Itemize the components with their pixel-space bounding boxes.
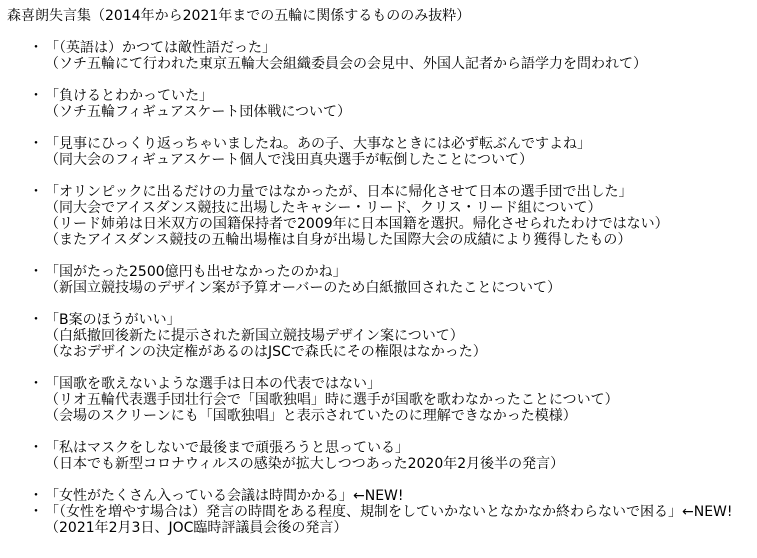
bullet-icon: ・	[29, 504, 43, 520]
bullet-icon: ・	[29, 88, 43, 104]
note-text: （なおデザインの決定権があるのはJSCで森氏にその権限はなかった）	[45, 344, 487, 360]
bullet-icon: ・	[29, 136, 43, 152]
quote-entry	[0, 504, 757, 536]
note-text: （ソチ五輪にて行われた東京五輪大会組織委員会の会見中、外国人記者から語学力を問われて）	[45, 56, 647, 72]
note-text: （白紙撤回後新たに提示された新国立競技場デザイン案について）	[45, 328, 464, 344]
quote-entry	[0, 264, 757, 296]
quote-text: 「国歌を歌えないような選手は日本の代表ではない」	[45, 376, 381, 392]
quote-entry	[0, 184, 757, 248]
quote-text: 「私はマスクをしないで最後まで頑張ろうと思っている」	[45, 440, 409, 456]
bullet-icon: ・	[29, 264, 43, 280]
quote-entry	[0, 88, 757, 120]
quote-text: 「見事にひっくり返っちゃいましたね。あの子、大事なときには必ず転ぶんですよね」	[45, 136, 591, 152]
quote-entry	[0, 136, 757, 168]
quote-text: 「オリンピックに出るだけの力量ではなかったが、日本に帰化させて日本の選手団で出した」	[45, 184, 633, 200]
bullet-icon: ・	[29, 488, 43, 504]
bullet-icon: ・	[29, 312, 43, 328]
quote-entry	[0, 312, 757, 360]
quote-text: 「B案のほうがいい」	[45, 312, 181, 328]
page-title: 森喜朗失言集（2014年から2021年までの五輪に関係するもののみ抜粋）	[7, 8, 471, 24]
note-text: （2021年2月3日、JOC臨時評議員会後の発言）	[45, 520, 348, 536]
quote-text: 「負けるとわかっていた」	[45, 88, 213, 104]
note-text: （またアイスダンス競技の五輪出場権は自身が出場した国際大会の成績により獲得したもの）	[45, 232, 632, 248]
quote-entry	[0, 40, 757, 72]
bullet-icon: ・	[29, 40, 43, 56]
document-page	[0, 8, 757, 536]
bullet-icon: ・	[29, 440, 43, 456]
quote-entry	[0, 376, 757, 424]
note-text: （日本でも新型コロナウィルスの感染が拡大しつつあった2020年2月後半の発言）	[45, 456, 565, 472]
note-text: （リオ五輪代表選手団壮行会で「国歌独唱」時に選手が国歌を歌わなかったことについて）	[45, 392, 619, 408]
note-text: （ソチ五輪フィギュアスケート団体戦について）	[45, 104, 352, 120]
note-text: （同大会でアイスダンス競技に出場したキャシー・リード、クリス・リード組について）	[45, 200, 602, 216]
note-text: （同大会のフィギュアスケート個人で浅田真央選手が転倒したことについて）	[45, 152, 534, 168]
quote-entry	[0, 440, 757, 472]
note-text: （新国立競技場のデザイン案が予算オーバーのため白紙撤回されたことについて）	[45, 280, 562, 296]
quote-text: 「（英語は）かつては敵性語だった」	[45, 40, 276, 56]
note-text: （会場のスクリーンにも「国歌独唱」と表示されていたのに理解できなかった模様）	[45, 408, 577, 424]
quote-entry	[0, 488, 757, 504]
note-text: （リード姉弟は日米双方の国籍保持者で2009年に日本国籍を選択。帰化させられたわけではない）	[45, 216, 669, 232]
quote-list	[0, 40, 757, 536]
quote-text: 「国がたった2500億円も出せなかったのかね」	[45, 264, 347, 280]
bullet-icon: ・	[29, 184, 43, 200]
quote-text: 「女性がたくさん入っている会議は時間かかる」←NEW!	[45, 488, 404, 504]
quote-text: 「（女性を増やす場合は）発言の時間をある程度、規制をしていかないとなかなか終わらないで困る」←NEW!	[45, 504, 733, 520]
bullet-icon: ・	[29, 376, 43, 392]
